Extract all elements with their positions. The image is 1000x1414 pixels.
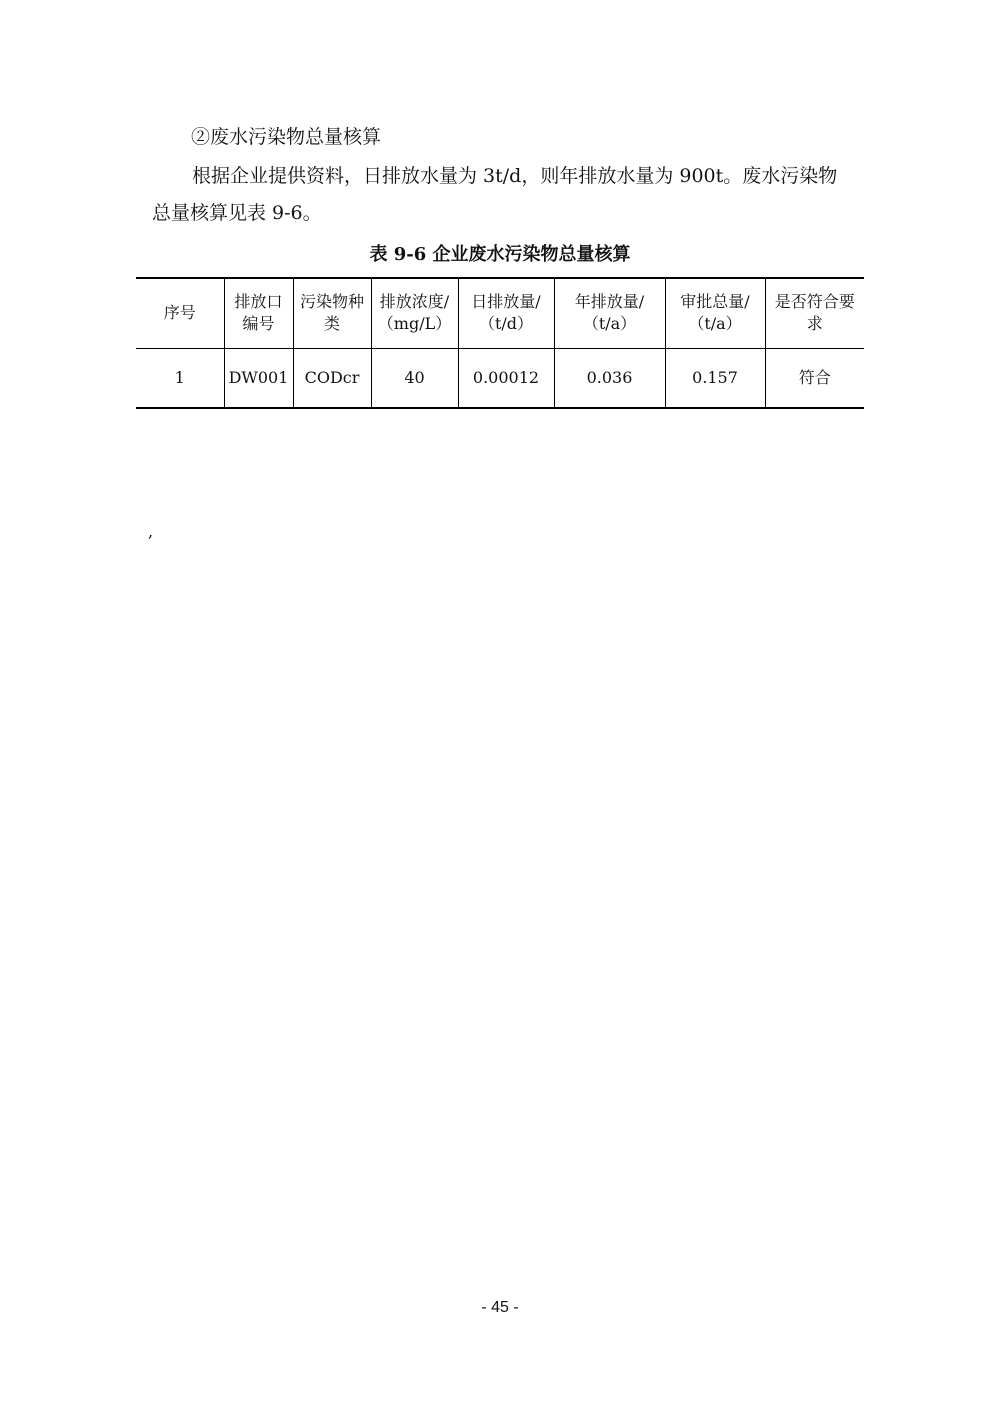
cell-outlet: DW001 — [224, 348, 293, 408]
header-daily: 日排放量/（t/d） — [458, 278, 554, 348]
table-caption: 表 9-6 企业废水污染物总量核算 — [369, 244, 631, 265]
header-no: 序号 — [136, 278, 224, 348]
header-outlet: 排放口编号 — [224, 278, 293, 348]
cell-annual: 0.036 — [554, 348, 665, 408]
table-row — [136, 348, 864, 408]
cell-pollutant: CODcr — [293, 348, 371, 408]
page-number: - 45 - — [481, 1299, 519, 1316]
body-paragraph: 根据企业提供资料，日排放水量为 3t/d，则年排放水量为 900t。废水污染物总量核算见表 9-6。 — [152, 165, 838, 224]
cell-no: 1 — [136, 348, 224, 408]
cell-approved: 0.157 — [665, 348, 765, 408]
pollutant-table — [136, 277, 864, 409]
header-annual: 年排放量/（t/a） — [554, 278, 665, 348]
table-header-row — [136, 278, 864, 348]
section-heading: ②废水污染物总量核算 — [191, 126, 382, 148]
stray-mark: , — [148, 522, 154, 541]
header-concentration: 排放浓度/（mg/L） — [371, 278, 458, 348]
cell-compliant: 符合 — [765, 348, 864, 408]
cell-daily: 0.00012 — [458, 348, 554, 408]
header-pollutant: 污染物种类 — [293, 278, 371, 348]
header-compliant: 是否符合要求 — [765, 278, 864, 348]
header-approved: 审批总量/（t/a） — [665, 278, 765, 348]
cell-concentration: 40 — [371, 348, 458, 408]
